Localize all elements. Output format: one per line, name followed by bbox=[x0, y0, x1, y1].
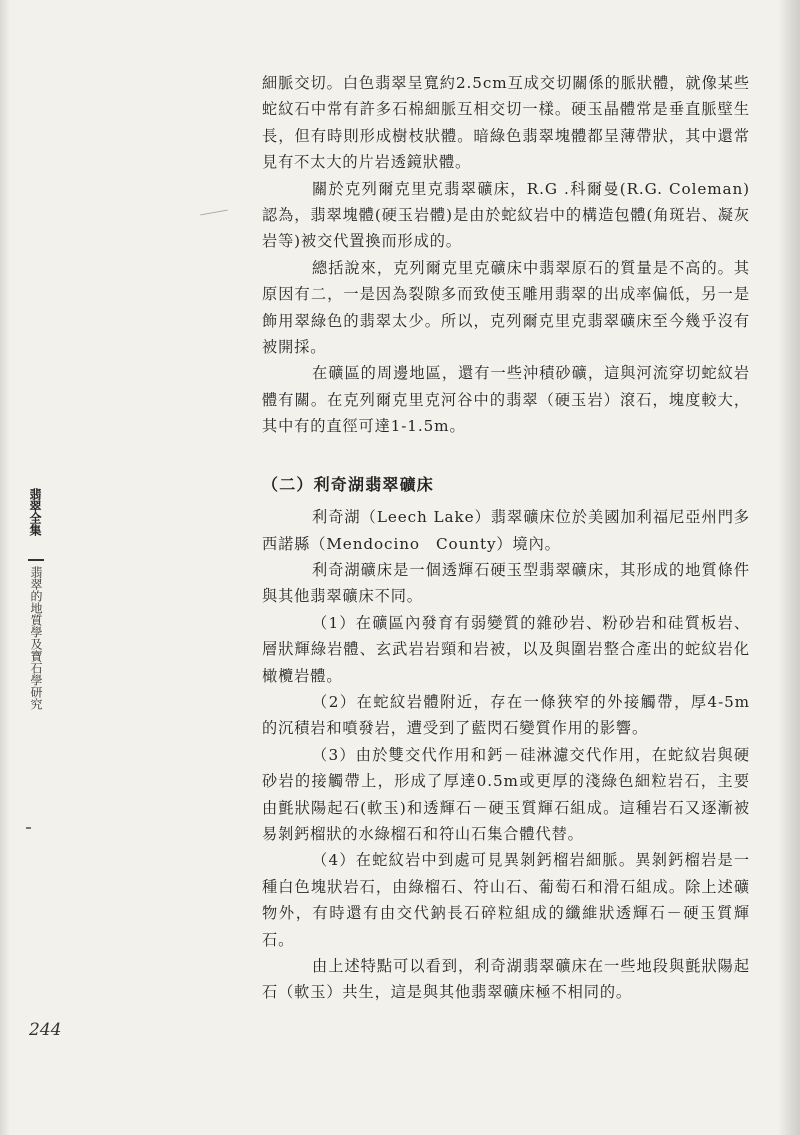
sidebar-series-title: 翡翠全集 bbox=[28, 488, 42, 536]
decorative-scan-mark bbox=[200, 210, 228, 216]
left-page-shadow bbox=[0, 0, 10, 1135]
paragraph: 關於克列爾克里克翡翠礦床，R.G .科爾曼(R.G. Coleman)認為，翡翠塊體(硬玉岩體)是由於蛇紋岩中的構造包體(角斑岩、凝灰岩等)被交代置換而形成的。 bbox=[262, 179, 750, 251]
paragraph: 總括說來，克列爾克里克礦床中翡翠原石的質量是不高的。其原因有二，一是因為裂隙多而致使玉雕用翡翠的出成率偏低，另一是飾用翠綠色的翡翠太少。所以，克列爾克里克翡翠礦床至今幾乎沒有被開採。 bbox=[262, 258, 750, 357]
right-page-edge bbox=[778, 0, 800, 1135]
paragraph: 由上述特點可以看到，利奇湖翡翠礦床在一些地段與氈狀陽起石（軟玉）共生，這是與其他翡翠礦床極不相同的。 bbox=[262, 957, 750, 1002]
sidebar-book-title: 翡翠的地質學及寶石學研究 bbox=[29, 566, 43, 710]
paragraph: （1）在礦區內發育有弱變質的雜砂岩、粉砂岩和硅質板岩、層狀輝綠岩體、玄武岩岩頸和岩被，以及與圍岩整合產出的蛇紋岩化橄欖岩體。 bbox=[262, 613, 750, 685]
main-text-column bbox=[262, 70, 750, 1006]
sidebar-divider bbox=[28, 559, 44, 561]
paragraph: 利奇湖（Leech Lake）翡翠礦床位於美國加利福尼亞州門多西諾縣（Mendocino County）境內。 bbox=[262, 508, 750, 553]
page-number: 244 bbox=[29, 1020, 62, 1040]
paragraph: 在礦區的周邊地區，還有一些沖積砂礦，這與河流穿切蛇紋岩體有關。在克列爾克里克河谷中的翡翠（硬玉岩）滾石，塊度較大，其中有的直徑可達1-1.5m。 bbox=[262, 364, 750, 436]
paragraph: （3）由於雙交代作用和鈣－硅淋濾交代作用，在蛇紋岩與硬砂岩的接觸帶上，形成了厚達0.5m或更厚的淺綠色細粒岩石，主要由氈狀陽起石(軟玉)和透輝石－硬玉質輝石組成。這種岩石又逐漸被易剝鈣榴狀的水綠榴石和符山石集合體代替。 bbox=[262, 745, 750, 843]
section-heading: （二）利奇湖翡翠礦床 bbox=[262, 474, 435, 494]
decorative-scan-mark bbox=[26, 827, 31, 829]
paragraph: （4）在蛇紋岩中到處可見異剝鈣榴岩細脈。異剝鈣榴岩是一種白色塊狀岩石，由綠榴石、符山石、葡萄石和滑石組成。除上述礦物外，有時還有由交代鈉長石碎粒組成的纖維狀透輝石－硬玉質輝石。 bbox=[262, 851, 750, 949]
paragraph: （2）在蛇紋岩體附近，存在一條狹窄的外接觸帶，厚4-5m的沉積岩和噴發岩，遭受到了藍閃石變質作用的影響。 bbox=[262, 692, 750, 738]
paragraph: 利奇湖礦床是一個透輝石硬玉型翡翠礦床，其形成的地質條件與其他翡翠礦床不同。 bbox=[262, 560, 750, 606]
paragraph: 細脈交切。白色翡翠呈寬約2.5cm互成交切關係的脈狀體，就像某些蛇紋石中常有許多石棉細脈互相交切一樣。硬玉晶體常是垂直脈壁生長，但有時則形成樹枝狀體。暗綠色翡翠塊體都呈薄帶狀，其中還常見有不太大的片岩透鏡狀體。 bbox=[262, 74, 750, 172]
